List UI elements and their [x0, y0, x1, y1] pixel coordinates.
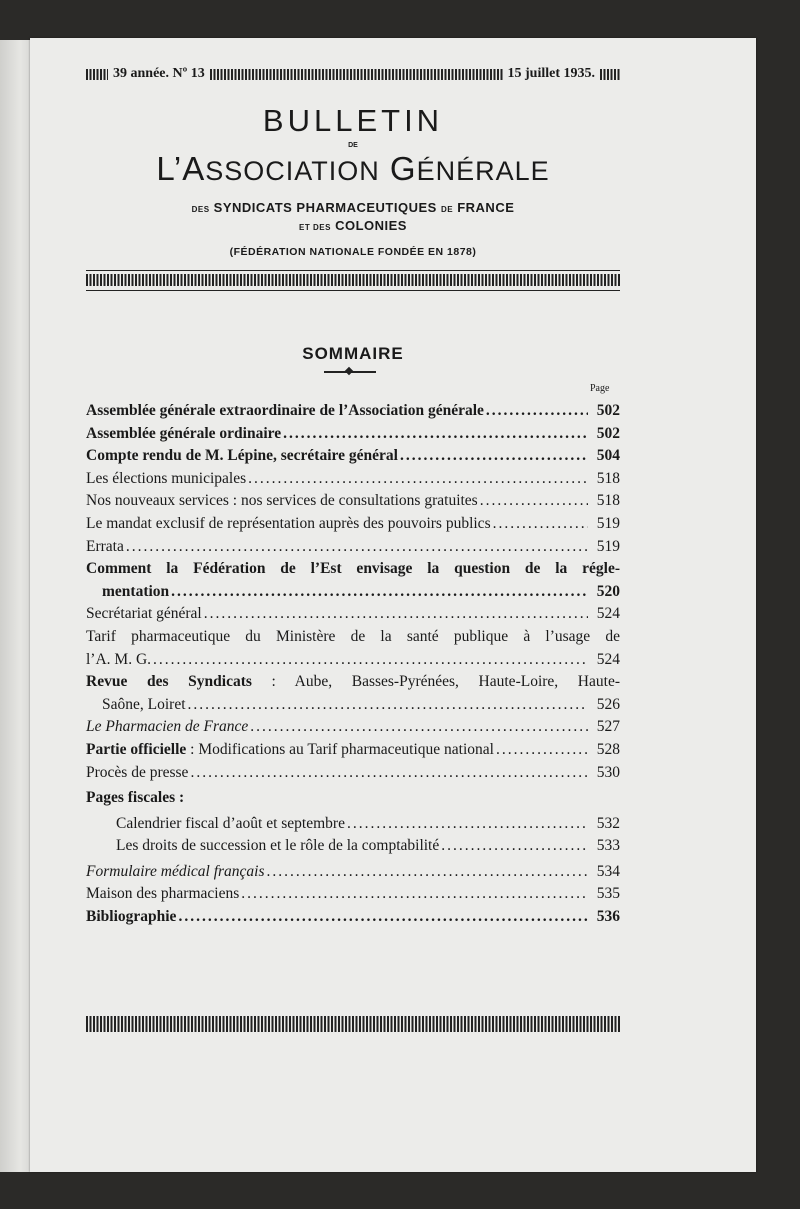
toc-entry: Compte rendu de M. Lépine, secrétaire général ..... 504: [86, 445, 620, 468]
toc-entry: Procès de presse ..... 530: [86, 762, 620, 785]
divider-rule: [86, 290, 620, 291]
masthead-federation: (FÉDÉRATION NATIONALE FONDÉE EN 1878): [229, 246, 477, 258]
masthead-association: L’ASSOCIATION GÉNÉRALE: [156, 150, 550, 187]
masthead-de: DE: [348, 142, 358, 149]
toc-entry: Le mandat exclusif de représentation auprès des pouvoirs publics ..... 519: [86, 513, 620, 536]
hatch-ornament: [600, 69, 620, 80]
toc-entry: Partie officielle : Modifications au Tarif pharmaceutique national ..... 528: [86, 739, 620, 762]
issue-date: 15 juillet 1935.: [507, 66, 595, 81]
toc-entry: Les élections municipales ..... 518: [86, 468, 620, 491]
masthead-syndicats: DES SYNDICATS PHARMACEUTIQUES DE FRANCE: [191, 200, 515, 215]
toc-entry: Errata ..... 519: [86, 536, 620, 559]
ornament-rule: [324, 371, 376, 373]
divider-rule: [86, 270, 620, 271]
hatch-ornament: [86, 69, 108, 80]
page-column-label: Page: [590, 383, 610, 394]
hatch-ornament: [210, 69, 503, 80]
masthead-colonies: ET DES COLONIES: [299, 218, 407, 233]
toc-entry: Assemblée générale ordinaire ..... 502: [86, 423, 620, 446]
toc-entry: Nos nouveaux services : nos services de consultations gratuites ..... 518: [86, 490, 620, 513]
toc-entry: Comment la Fédération de l’Est envisage la question de la régle- mentation ..... 520: [86, 558, 620, 603]
toc-entry: Maison des pharmaciens ..... 535: [86, 883, 620, 906]
toc-entry: Le Pharmacien de France ..... 527: [86, 716, 620, 739]
issue-header: [86, 64, 620, 84]
sommaire-title: SOMMAIRE: [302, 344, 404, 363]
hatch-band-bottom: [86, 1016, 620, 1032]
table-of-contents: [86, 400, 620, 929]
toc-entry: Assemblée générale extraordinaire de l’Association générale ..... 502: [86, 400, 620, 423]
toc-entry: Les droits de succession et le rôle de la comptabilité ..... 533: [86, 835, 620, 858]
toc-entry: Bibliographie ..... 536: [86, 906, 620, 929]
hatch-band-top: [86, 274, 620, 286]
toc-entry: Formulaire médical français ..... 534: [86, 858, 620, 884]
toc-entry: Revue des Syndicats : Aube, Basses-Pyrénées, Haute-Loire, Haute- Saône, Loiret ..... 526: [86, 671, 620, 716]
toc-entry: Tarif pharmaceutique du Ministère de la santé publique à l’usage de l’A. M. G. ..... 524: [86, 626, 620, 671]
masthead-bulletin: BULLETIN: [262, 103, 444, 138]
toc-entry: Calendrier fiscal d’août et septembre ..... 532: [86, 810, 620, 836]
toc-section-heading: Pages fiscales :: [86, 789, 185, 807]
toc-entry: Secrétariat général ..... 524: [86, 603, 620, 626]
issue-number: 39 année. Nº 13: [113, 66, 205, 81]
